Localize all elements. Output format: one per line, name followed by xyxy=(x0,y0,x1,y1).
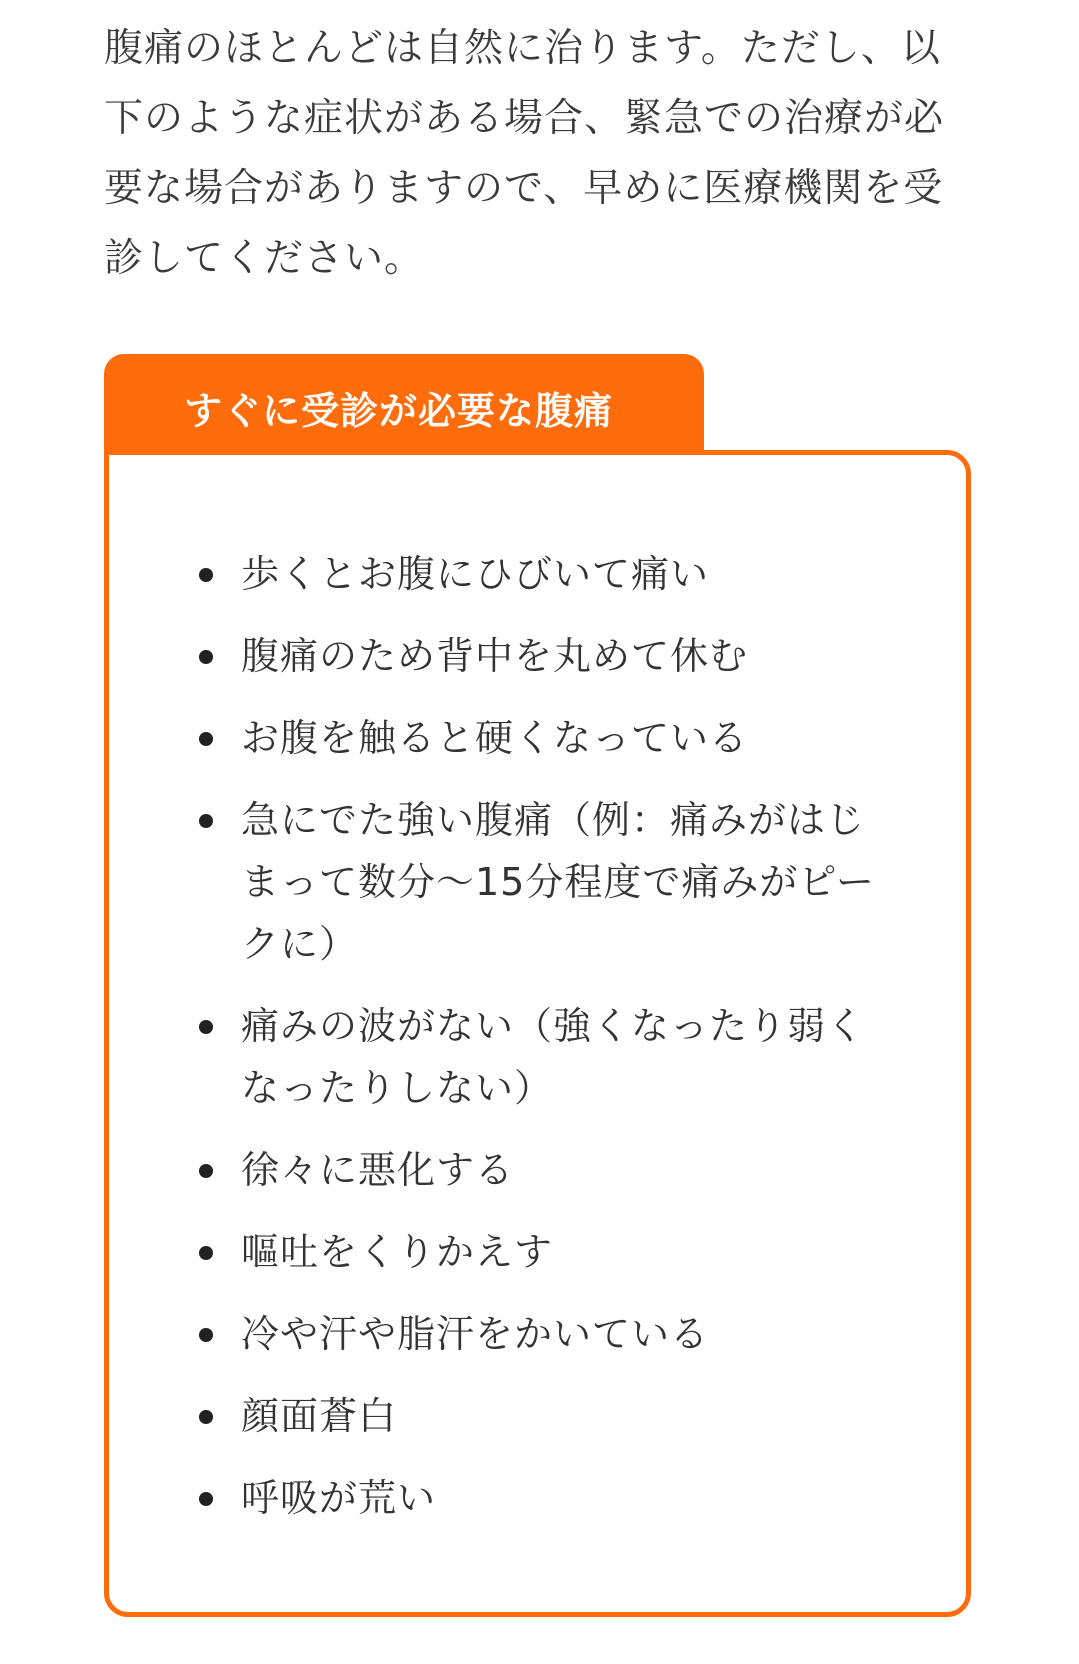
bullet-icon xyxy=(199,732,213,746)
symptom-item xyxy=(199,1139,889,1201)
symptom-item xyxy=(199,1303,889,1365)
bullet-icon xyxy=(199,1492,213,1506)
symptom-item xyxy=(199,1467,889,1529)
symptom-item xyxy=(199,789,889,975)
symptom-text: 急にでた強い腹痛（例：痛みがはじまって数分〜15分程度で痛みがピークに） xyxy=(241,798,875,966)
symptom-text: 歩くとお腹にひびいて痛い xyxy=(241,552,710,596)
bullet-icon xyxy=(199,1328,213,1342)
bullet-icon xyxy=(199,1246,213,1260)
symptom-item xyxy=(199,1385,889,1447)
symptom-item xyxy=(199,707,889,769)
symptom-item xyxy=(199,543,889,605)
symptom-text: 腹痛のため背中を丸めて休む xyxy=(241,634,749,678)
symptom-text: 冷や汗や脂汗をかいている xyxy=(241,1312,710,1356)
symptom-item xyxy=(199,625,889,687)
bullet-icon xyxy=(199,650,213,664)
symptom-text: 呼吸が荒い xyxy=(241,1476,437,1520)
symptom-item xyxy=(199,995,889,1119)
bullet-icon xyxy=(199,1164,213,1178)
urgent-symptoms-box xyxy=(104,450,971,1617)
bullet-icon xyxy=(199,1020,213,1034)
symptom-text: 痛みの波がない（強くなったり弱くなったりしない） xyxy=(241,1004,866,1110)
bullet-icon xyxy=(199,1410,213,1424)
symptom-text: お腹を触ると硬くなっている xyxy=(241,716,749,760)
symptom-text: 嘔吐をくりかえす xyxy=(241,1230,554,1274)
symptom-item xyxy=(199,1221,889,1283)
symptom-text: 顔面蒼白 xyxy=(241,1394,398,1438)
bullet-icon xyxy=(199,814,213,828)
symptom-list xyxy=(199,543,889,1549)
urgent-box-title: すぐに受診が必要な腹痛 xyxy=(104,354,704,460)
bullet-icon xyxy=(199,568,213,582)
intro-paragraph: 腹痛のほとんどは自然に治ります。ただし、以下のような症状がある場合、緊急での治療が必要な場合がありますので、早めに医療機関を受診してください。 xyxy=(104,26,945,281)
symptom-text: 徐々に悪化する xyxy=(241,1148,515,1192)
